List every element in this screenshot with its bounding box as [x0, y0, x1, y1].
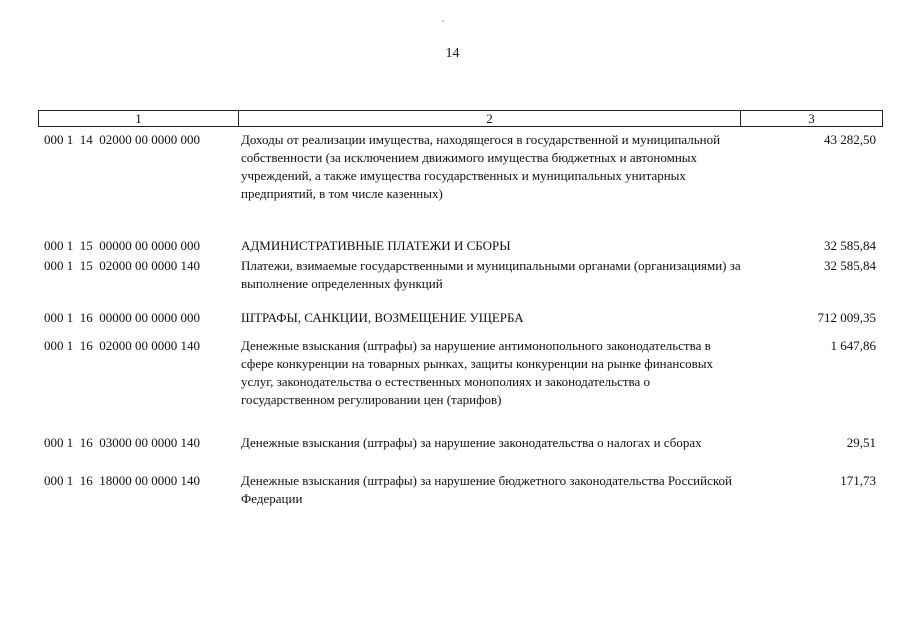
- column-header-3: 3: [808, 111, 815, 126]
- budget-code: 000 1 16 02000 00 0000 140: [44, 338, 200, 353]
- budget-code: 000 1 14 02000 00 0000 000: [44, 132, 200, 147]
- amount: 43 282,50: [824, 132, 876, 147]
- page-number: 14: [445, 46, 460, 61]
- income-name: Доходы от реализации имущества, находящегося в государственной и муниципальной собственности (за исключением движимого имущества бюджетных и автономных учреждений, а также имущества государственных и муниципальных унитарных предприятий, в том числе казенных): [241, 132, 721, 201]
- income-name: АДМИНИСТРАТИВНЫЕ ПЛАТЕЖИ И СБОРЫ: [241, 238, 511, 253]
- amount: 32 585,84: [824, 238, 876, 253]
- budget-code: 000 1 16 03000 00 0000 140: [44, 435, 200, 450]
- income-name: Денежные взыскания (штрафы) за нарушение бюджетного законодательства Российской Федерации: [241, 473, 732, 506]
- column-header-2: 2: [239, 111, 741, 126]
- table-header: [38, 110, 883, 127]
- income-name: ШТРАФЫ, САНКЦИИ, ВОЗМЕЩЕНИЕ УЩЕРБА: [241, 310, 524, 325]
- budget-code: 000 1 16 00000 00 0000 000: [44, 310, 200, 325]
- income-name: Платежи, взимаемые государственными и муниципальными органами (организациями) за выполнение определенных функций: [241, 258, 741, 291]
- amount: 171,73: [840, 473, 876, 488]
- budget-code: 000 1 15 00000 00 0000 000: [44, 238, 200, 253]
- income-name: Денежные взыскания (штрафы) за нарушение законодательства о налогах и сборах: [241, 435, 702, 450]
- scan-speck: [442, 20, 444, 22]
- budget-code: 000 1 15 02000 00 0000 140: [44, 258, 200, 273]
- amount: 32 585,84: [824, 258, 876, 273]
- amount: 712 009,35: [817, 310, 876, 325]
- income-name: Денежные взыскания (штрафы) за нарушение антимонопольного законодательства в сфере конкуренции на товарных рынках, защиты конкуренции на рынке финансовых услуг, законодательства о естественных монополиях и законодательства о государственном регулировании цен (тарифов): [241, 338, 713, 407]
- amount: 29,51: [846, 435, 876, 450]
- column-header-1: 1: [39, 111, 239, 126]
- budget-code: 000 1 16 18000 00 0000 140: [44, 473, 200, 488]
- amount: 1 647,86: [830, 338, 876, 353]
